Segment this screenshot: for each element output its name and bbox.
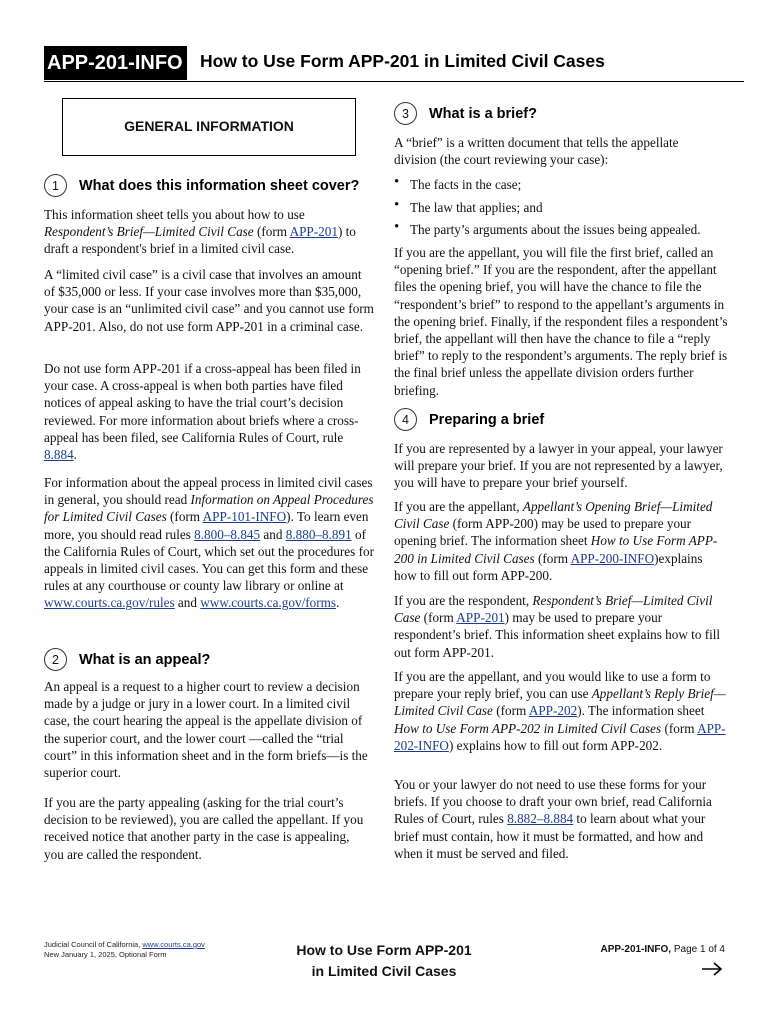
section-3-paragraph-2: If you are the appellant, you will file the first brief, called an “opening brief.” If you are the respondent, after the appellant files the opening brief, you will have the chance to file the “respondent’s brief” to respond to the appellant’s arguments in the opening brief. Finally, if the respondent files a respondent’s brief, the appellant will then have the chance to file a “reply brief” to reply to the respondent’s arguments. The reply brief is the final brief unless the appellate division orders further briefing.: [394, 245, 728, 398]
link-rules-8-880-8-891[interactable]: 8.880–8.891: [285, 526, 352, 542]
footer-title: How to Use Form APP-201 in Limited Civil Cases: [296, 942, 472, 979]
section-4-paragraph-3: If you are the respondent, Respondent’s Brief—Limited Civil Case (form APP-201) may be used to prepare your respondent’s brief. This information sheet explains how to fill out form APP-201.: [394, 593, 721, 660]
link-app-202[interactable]: APP-202: [528, 703, 578, 719]
section-title: What is a brief?: [429, 105, 537, 122]
section-2-heading: [44, 648, 210, 671]
link-app-200-info[interactable]: APP-200-INFO: [570, 550, 655, 566]
link-rule-8-884[interactable]: 8.884: [44, 447, 74, 463]
section-title: What is an appeal?: [79, 651, 211, 668]
section-number-circle: 2: [44, 648, 67, 671]
link-courts-forms[interactable]: www.courts.ca.gov/forms: [200, 595, 337, 611]
list-item: • The facts in the case;: [394, 176, 726, 193]
section-1-paragraph-3: Do not use form APP-201 if a cross-appeal has been filed in your case. A cross-appeal is when both parties have filed notices of appeal asking to have the trial court’s decision reviewed. For more information about briefs where a cross-appeal has been filed, see California Rules of Court, rule 8.884.: [44, 361, 361, 463]
section-4-paragraph-2: If you are the appellant, Appellant’s Opening Brief—Limited Civil Case (form APP-200) may be used to prepare your opening brief. The information sheet How to Use Form APP-200 in Limited Civil Cases (form APP-200-INFO)explains how to fill out form APP-200.: [394, 499, 718, 583]
form-id-badge: APP-201-INFO: [44, 46, 187, 80]
list-item: • The party’s arguments about the issues being appealed.: [394, 221, 726, 238]
document-title: How to Use Form APP-201 in Limited Civil Cases: [200, 51, 605, 71]
section-4-heading: [394, 408, 544, 431]
link-rules-8-800-8-845[interactable]: 8.800–8.845: [194, 526, 261, 542]
section-1-heading: [44, 174, 359, 197]
link-app-202-info[interactable]: APP-202-INFO: [394, 720, 726, 753]
section-title: Preparing a brief: [429, 411, 545, 428]
page-header: [44, 46, 744, 82]
link-app-201[interactable]: APP-201: [289, 224, 338, 240]
section-4-paragraph-1: If you are represented by a lawyer in your appeal, your lawyer will prepare your brief. If you are not represented by a lawyer, you will have to prepare your brief yourself.: [394, 441, 723, 491]
arrow-right-icon[interactable]: [700, 959, 726, 977]
general-information-box: [62, 98, 356, 156]
section-1-paragraph-1: This information sheet tells you about how to use Respondent’s Brief—Limited Civil Case (form APP-201) to draft a respondent's brief in a limited civil case.: [44, 207, 356, 257]
link-app-201[interactable]: APP-201: [456, 610, 505, 626]
brief-contents-list: [394, 176, 726, 244]
section-number-circle: 1: [44, 174, 67, 197]
section-1-paragraph-4: For information about the appeal process in limited civil cases in general, you should read Information on Appeal Procedures for Limited Civil Cases (form APP-101-INFO). To learn even more, you should read rules 8.800–8.845 and 8.880–8.891 of the California Rules of Court, which set out the procedures for appeals in limited civil cases. You can get this form and these rules at any courthouse or county law library or online at www.courts.ca.gov/rules and www.courts.ca.gov/forms.: [44, 475, 374, 611]
list-item: • The law that applies; and: [394, 199, 726, 216]
section-2-paragraph-1: An appeal is a request to a higher court to review a decision made by a judge or jury in a lower court. In a limited civil case, the court hearing the appeal is the appellate division of the superior court, and the lower court —called the “trial court” in this information sheet and in the form briefs—is the superior court.: [44, 679, 368, 781]
section-number-circle: 3: [394, 102, 417, 125]
section-3-paragraph-1: A “brief” is a written document that tells the appellate division (the court reviewing your case):: [394, 135, 679, 168]
section-title: What does this information sheet cover?: [79, 177, 360, 194]
general-information-label: GENERAL INFORMATION: [124, 118, 294, 134]
footer-page-number: APP-201-INFO, Page 1 of 4: [600, 944, 725, 955]
link-rules-8-882-8-884[interactable]: 8.882–8.884: [507, 811, 574, 827]
link-app-101-info[interactable]: APP-101-INFO: [202, 509, 287, 525]
section-4-paragraph-5: You or your lawyer do not need to use these forms for your briefs. If you choose to draft your own brief, read California Rules of Court, rules 8.882–8.884 to learn about what your brief must contain, how it must be formatted, and how and when it must be served and filed.: [394, 777, 712, 861]
section-4-paragraph-4: If you are the appellant, and you would like to use a form to prepare your reply brief, you can use Appellant’s Reply Brief—Limited Civil Case (form APP-202). The information sheet How to Use Form APP-202 in Limited Civil Cases (form APP-202-INFO) explains how to fill out form APP-202.: [394, 669, 726, 753]
section-1-paragraph-2: A “limited civil case” is a civil case that involves an amount of $35,000 or less. If your case involves more than $35,000, your case is an “unlimited civil case” and you cannot use form APP-201. Also, do not use form APP-201 in a criminal case.: [44, 267, 374, 334]
link-courts-home[interactable]: www.courts.ca.gov: [142, 940, 205, 949]
section-3-heading: [394, 102, 537, 125]
footer-publisher: Judicial Council of California, www.courts.ca.gov New January 1, 2025, Optional Form: [44, 940, 205, 959]
section-2-paragraph-2: If you are the party appealing (asking for the trial court’s decision to be reviewed), you are called the appellant. If you received notice that another party in the case is appealing, you are called the respondent.: [44, 795, 364, 862]
section-number-circle: 4: [394, 408, 417, 431]
link-courts-rules[interactable]: www.courts.ca.gov/rules: [44, 595, 175, 611]
